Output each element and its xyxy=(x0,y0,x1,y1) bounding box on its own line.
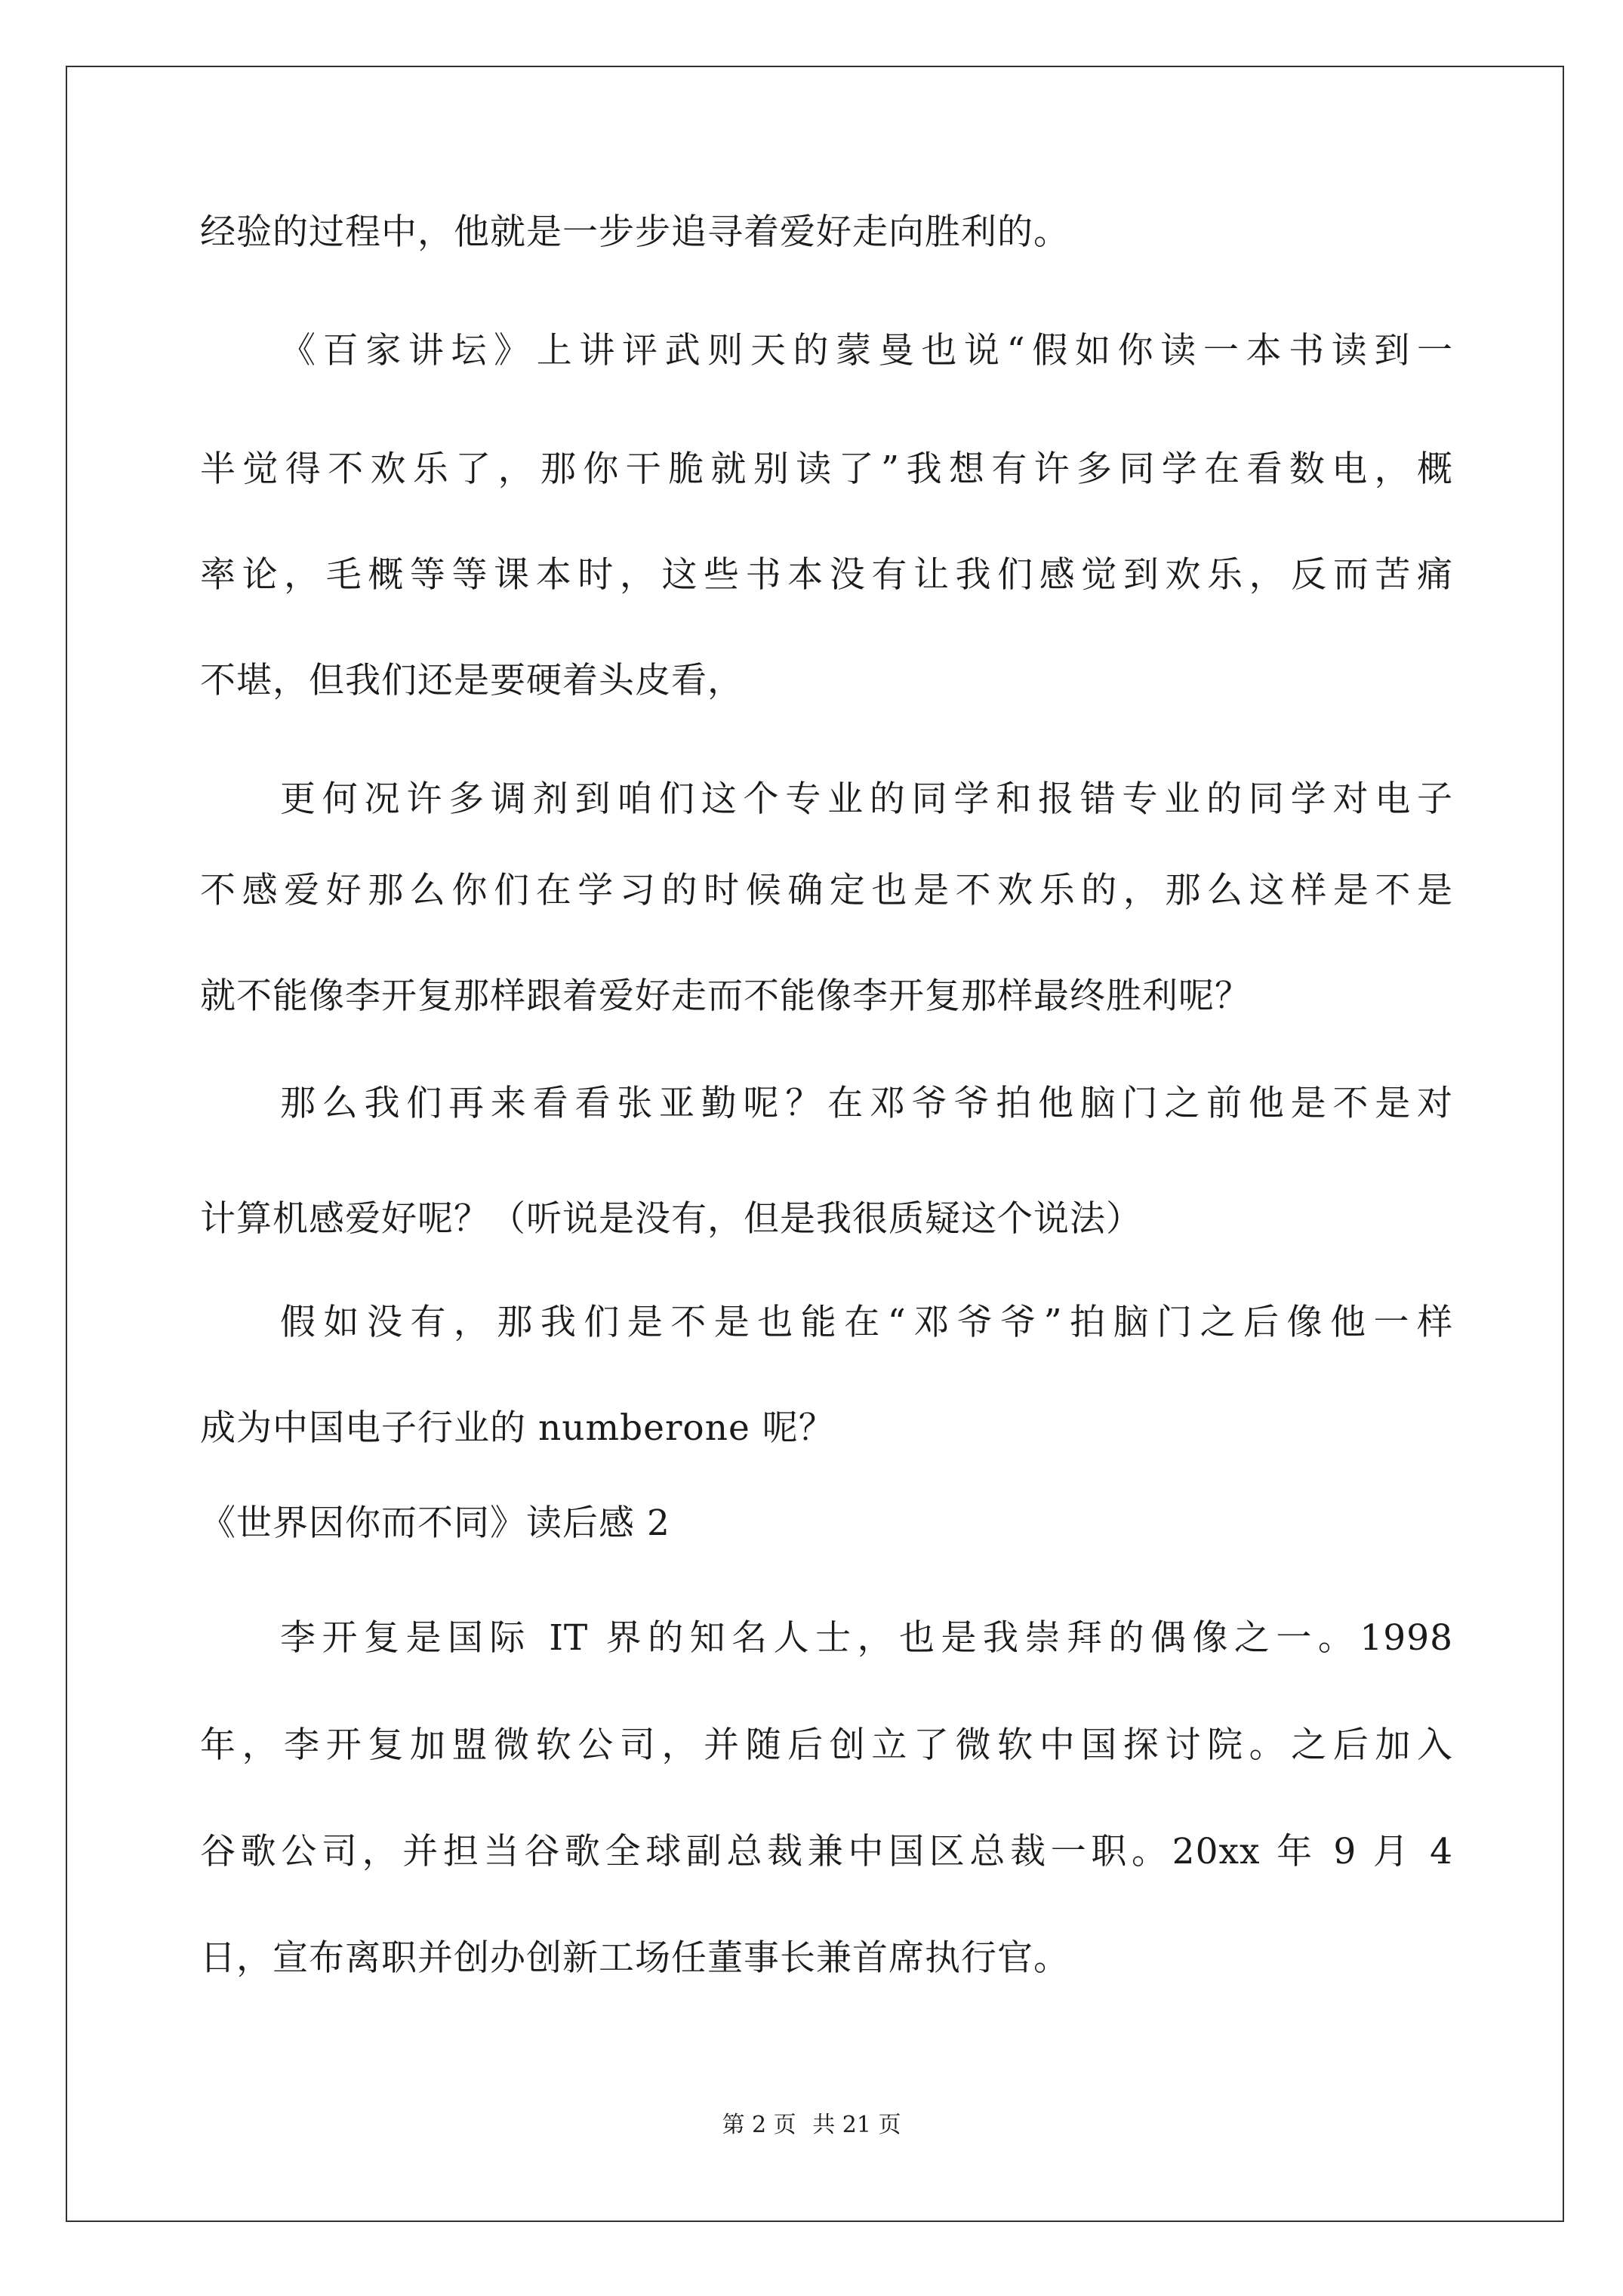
text-line: 假如没有，那我们是不是也能在“邓爷爷”拍脑门之后像他一样 xyxy=(280,1302,1453,1343)
text-line: 李开复是国际 IT 界的知名人士，也是我崇拜的偶像之一。1998 xyxy=(280,1617,1453,1659)
text-line: 就不能像李开复那样跟着爱好走而不能像李开复那样最终胜利呢？ xyxy=(200,975,1251,1017)
section-heading: 《世界因你而不同》读后感 2 xyxy=(200,1502,670,1544)
text-line: 不堪，但我们还是要硬着头皮看， xyxy=(200,660,744,701)
text-line: 不感爱好那么你们在学习的时候确定也是不欢乐的，那么这样是不是 xyxy=(200,870,1453,911)
text-line: 半觉得不欢乐了，那你干脆就别读了”我想有许多同学在看数电，概 xyxy=(200,448,1453,490)
page-number: 第 2 页 xyxy=(722,2112,796,2138)
page-border xyxy=(66,66,1564,2222)
text-line: 谷歌公司，并担当谷歌全球副总裁兼中国区总裁一职。20xx 年 9 月 4 xyxy=(200,1831,1453,1872)
text-line: 年，李开复加盟微软公司，并随后创立了微软中国探讨院。之后加入 xyxy=(200,1724,1453,1766)
text-line: 率论，毛概等等课本时，这些书本没有让我们感觉到欢乐，反而苦痛 xyxy=(200,554,1453,596)
page-footer xyxy=(0,2110,1623,2140)
page-total: 共 21 页 xyxy=(812,2112,901,2138)
text-line: 日，宣布离职并创办创新工场任董事长兼首席执行官。 xyxy=(200,1937,1070,1979)
text-line: 那么我们再来看看张亚勤呢？在邓爷爷拍他脑门之前他是不是对 xyxy=(280,1083,1453,1124)
text-line: 经验的过程中，他就是一步步追寻着爱好走向胜利的。 xyxy=(200,211,1070,253)
text-line: 计算机感爱好呢？（听说是没有，但是我很质疑这个说法） xyxy=(200,1198,1142,1240)
text-line: 《百家讲坛》上讲评武则天的蒙曼也说“假如你读一本书读到一 xyxy=(280,330,1453,371)
text-line: 更何况许多调剂到咱们这个专业的同学和报错专业的同学对电子 xyxy=(280,778,1453,820)
text-line: 成为中国电子行业的 numberone 呢？ xyxy=(200,1407,835,1449)
